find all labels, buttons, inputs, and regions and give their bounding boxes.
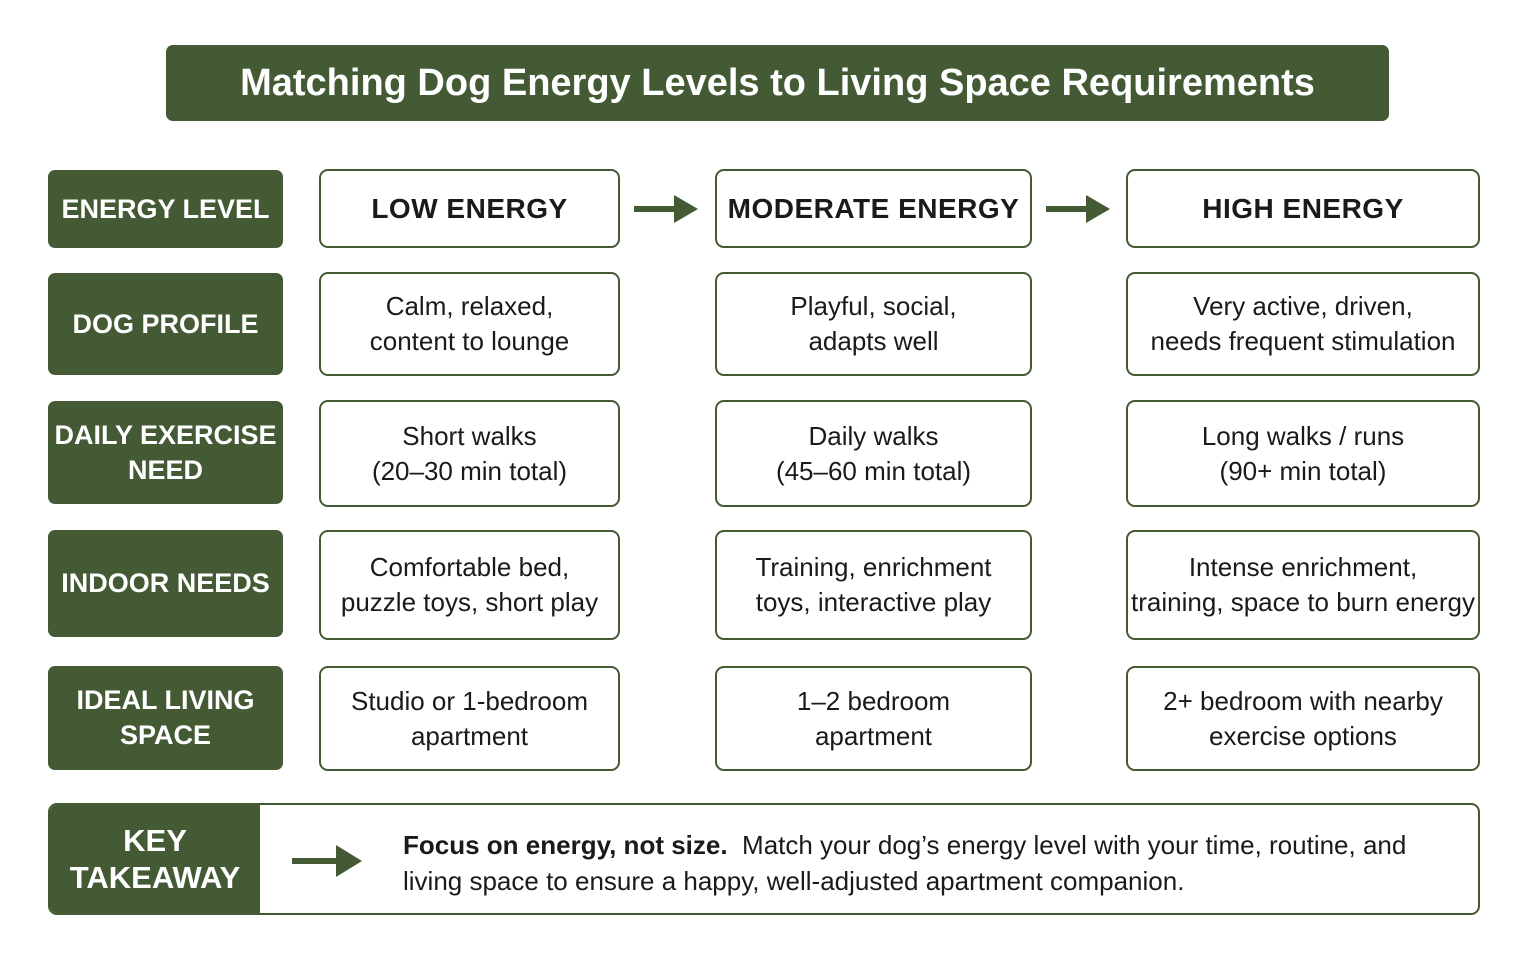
cell-exercise-low: Short walks (20–30 min total) [319,400,620,507]
cell-space-moderate: 1–2 bedroom apartment [715,666,1032,771]
cell-dog-profile-low: Calm, relaxed, content to lounge [319,272,620,376]
cell-exercise-high: Long walks / runs (90+ min total) [1126,400,1480,507]
cell-indoor-high: Intense enrichment, training, space to burn energy [1126,530,1480,640]
row-label-daily-exercise: DAILY EXERCISE NEED [48,401,283,504]
arrow-right-icon [1046,193,1112,225]
key-takeaway-label: KEY TAKEAWAY [50,805,260,913]
cell-high-energy: HIGH ENERGY [1126,169,1480,248]
cell-indoor-moderate: Training, enrichment toys, interactive play [715,530,1032,640]
row-label-dog-profile: DOG PROFILE [48,273,283,375]
page-title: Matching Dog Energy Levels to Living Space Requirements [166,45,1389,121]
cell-exercise-moderate: Daily walks (45–60 min total) [715,400,1032,507]
cell-indoor-low: Comfortable bed, puzzle toys, short play [319,530,620,640]
cell-space-low: Studio or 1-bedroom apartment [319,666,620,771]
row-label-energy-level: ENERGY LEVEL [48,170,283,248]
key-takeaway-bold: Focus on energy, not size. [403,830,728,860]
cell-space-high: 2+ bedroom with nearby exercise options [1126,666,1480,771]
row-label-indoor-needs: INDOOR NEEDS [48,530,283,637]
key-takeaway-box [48,803,1480,915]
cell-low-energy: LOW ENERGY [319,169,620,248]
cell-moderate-energy: MODERATE ENERGY [715,169,1032,248]
key-takeaway-body: Match your dog’s energy level with your time, routine, and living space to ensure a happy, well-adjusted apartment companion. [403,830,1407,896]
cell-dog-profile-moderate: Playful, social, adapts well [715,272,1032,376]
row-label-ideal-living-space: IDEAL LIVING SPACE [48,666,283,770]
arrow-right-icon [634,193,700,225]
arrow-right-icon [292,843,364,879]
key-takeaway-text [403,827,1423,899]
cell-dog-profile-high: Very active, driven, needs frequent stimulation [1126,272,1480,376]
